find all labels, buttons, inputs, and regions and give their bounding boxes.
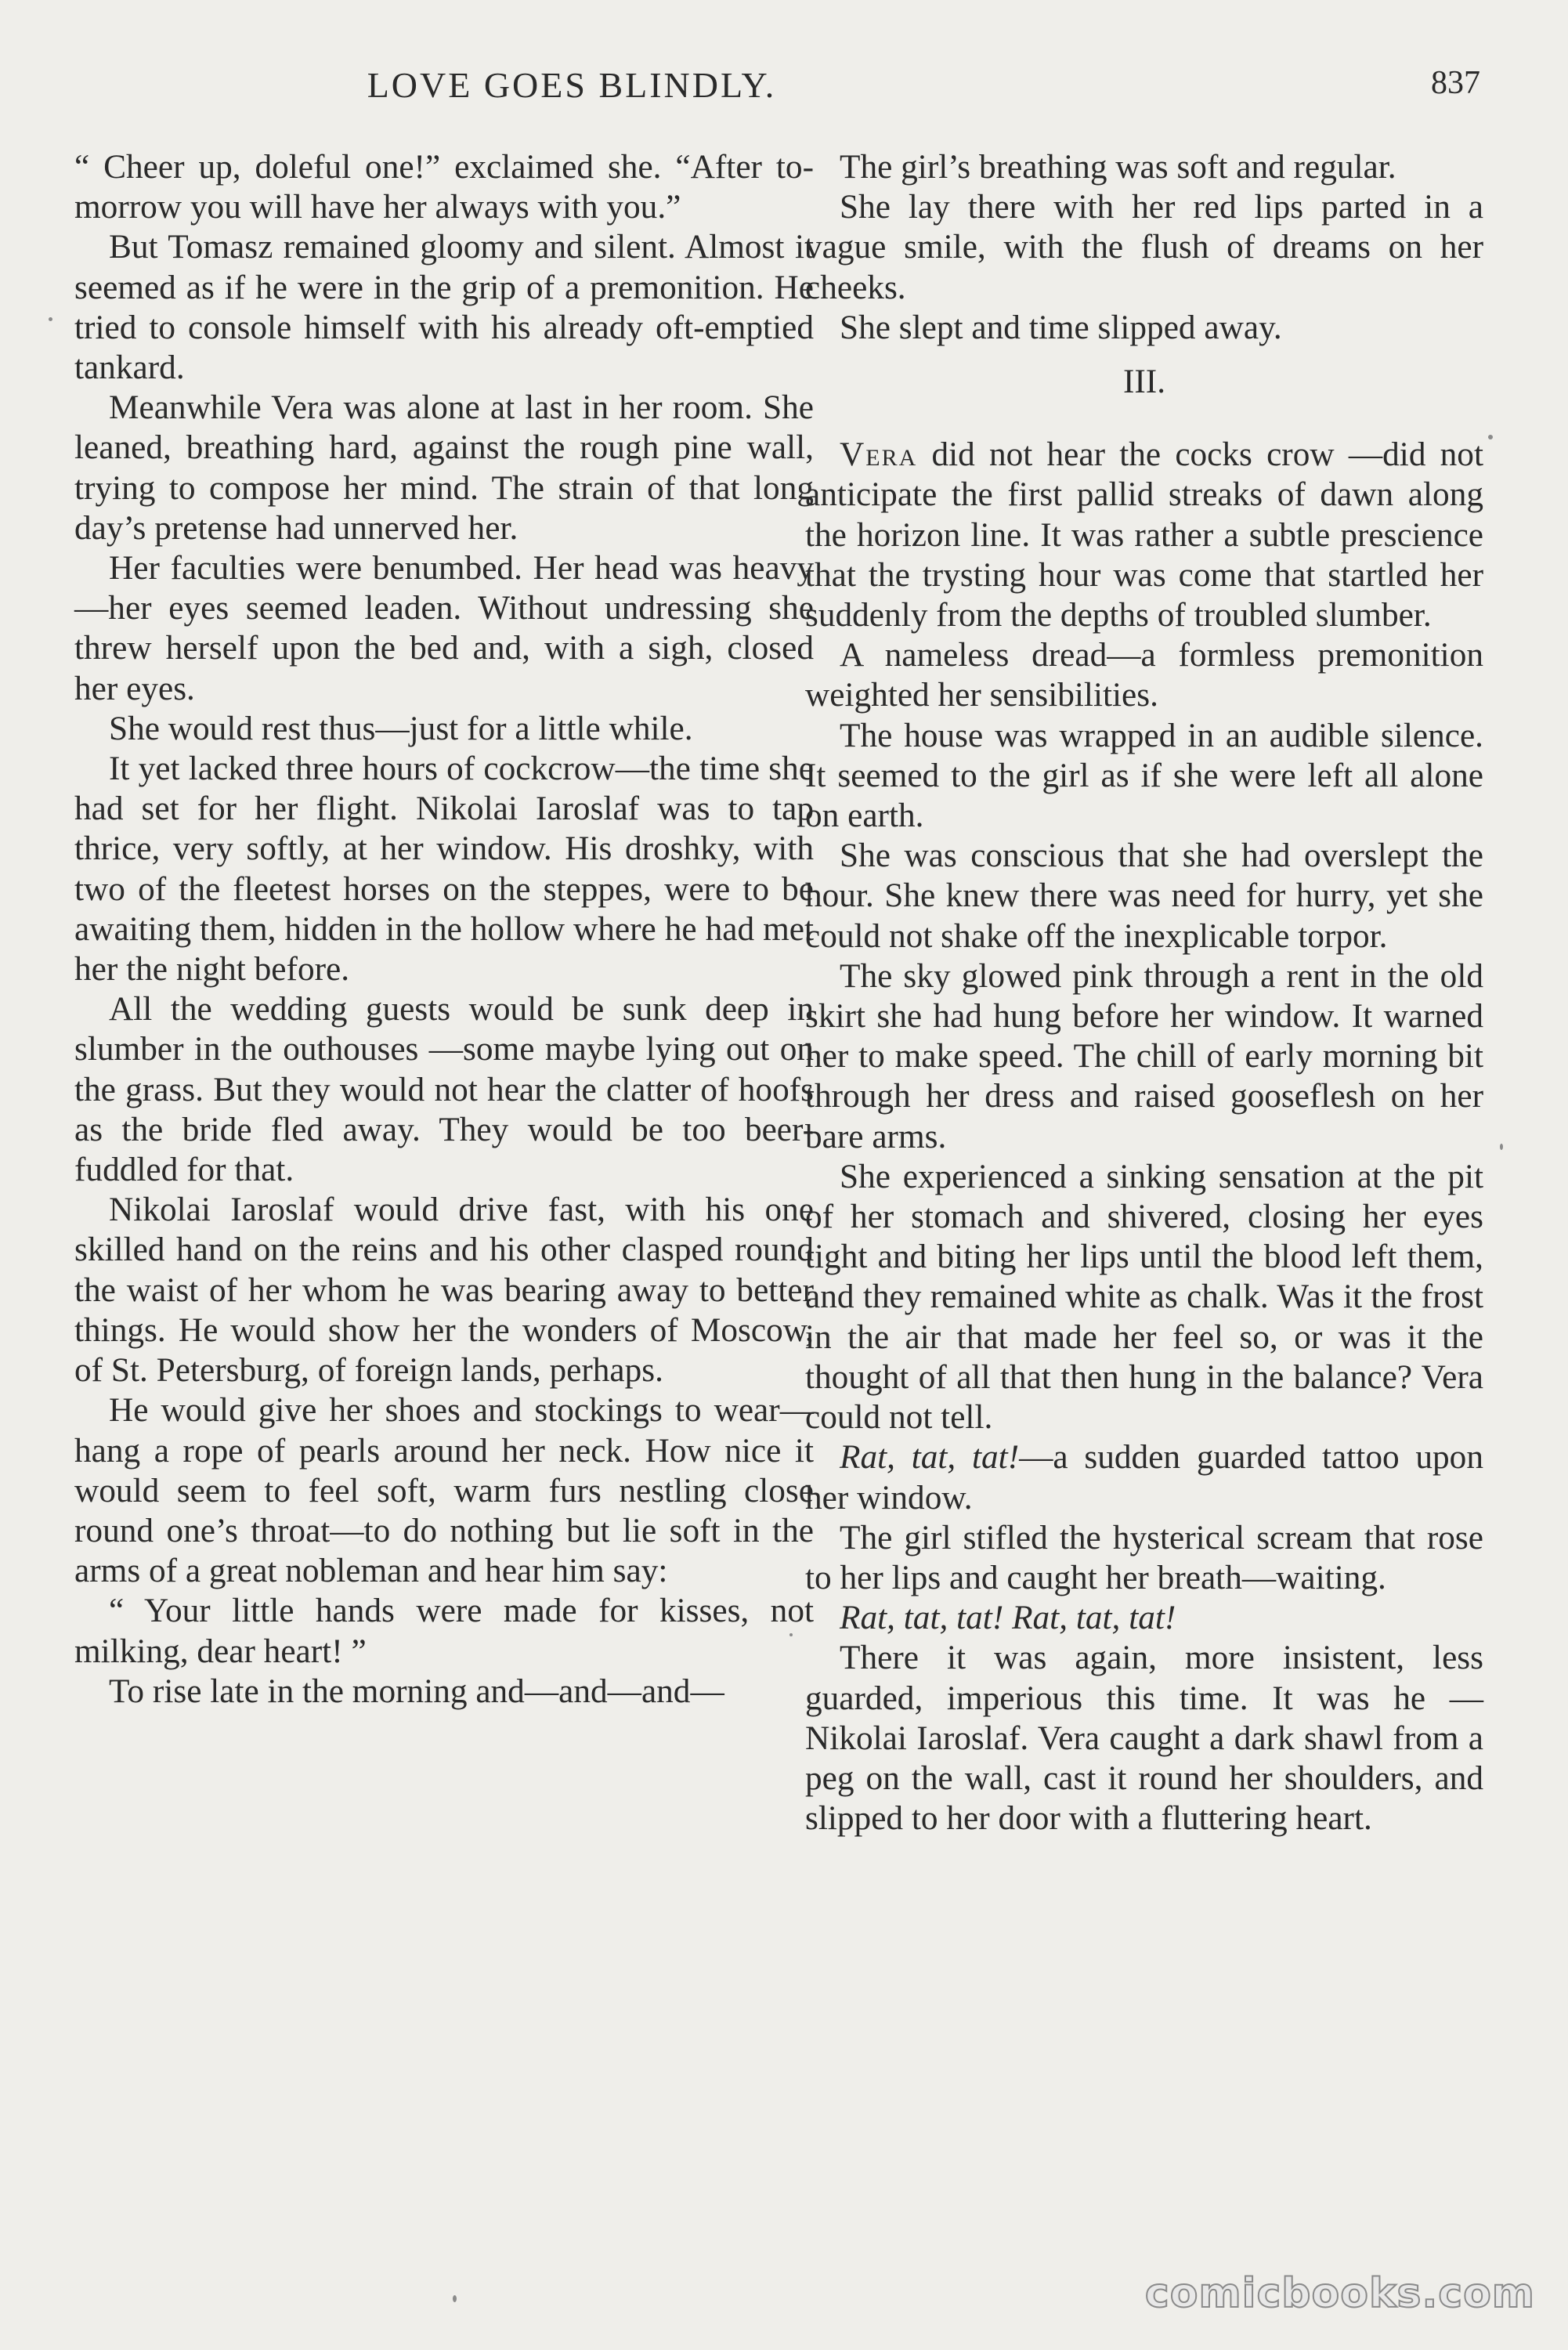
paragraph: She was conscious that she had overslept the hour. She knew there was need for hurry, yet she could not shake off the inexplicable torpor. — [805, 837, 1483, 955]
watermark-logo: comicbooks.com — [1144, 2270, 1535, 2317]
paragraph-text: —a sudden guarded tattoo upon her window. — [805, 1438, 1483, 1517]
section-opening-paragraph — [805, 435, 1483, 635]
knock-repeat: Rat, tat, tat! Rat, tat, tat! — [840, 1599, 1176, 1637]
paragraph: She experienced a sinking sensation at the pit of her stomach and shivered, closing her eyes tight and biting her lips until the blood left them, and they remained white as chalk. Was it the frost in the air that made her feel so, or was it the thought of all that then hung in the balance? Vera could not tell. — [805, 1157, 1483, 1437]
drop-word: Vera — [840, 436, 918, 474]
paragraph: The girl stifled the hysterical scream that rose to her lips and caught her breath—waiting. — [805, 1518, 1483, 1596]
paragraph: She would rest thus—just for a little while. — [109, 709, 693, 747]
paragraph: “ Cheer up, doleful one!” exclaimed she. “After to-morrow you will have her always with you.” — [74, 148, 814, 226]
left-column — [74, 147, 814, 1712]
running-title: LOVE GOES BLINDLY. — [367, 65, 777, 105]
paragraph-text: did not hear the cocks crow —did not anticipate the first pallid streaks of dawn along the horizon line. It was rather a subtle prescience that the trysting hour was come that startled her suddenly from the depths of troubled slumber. — [805, 436, 1483, 634]
knock-paragraph — [805, 1437, 1483, 1517]
paragraph: But Tomasz remained gloomy and silent. Almost it seemed as if he were in the grip of a premonition. He tried to console himself with his already oft-emptied tankard. — [74, 228, 814, 387]
knock-text: Rat, tat, tat! — [840, 1438, 1020, 1477]
paragraph: All the wedding guests would be sunk deep in slumber in the outhouses —some maybe lying out on the grass. But they would not hear the clatter of hoofs as the bride fled away. They would be too beer-fuddled for that. — [74, 990, 814, 1189]
page-header — [0, 64, 1568, 119]
right-column — [805, 147, 1483, 1838]
page-number: 837 — [1431, 65, 1480, 101]
print-speck — [1500, 1144, 1503, 1150]
paragraph: It yet lacked three hours of cockcrow—the time she had set for her flight. Nikolai Iaroslaf was to tap thrice, very softly, at her window. His droshky, with two of the fleetest horses on the steppes, were to be awaiting them, hidden in the hollow where he had met her the night before. — [74, 750, 814, 989]
print-speck — [1488, 435, 1493, 439]
paragraph: Meanwhile Vera was alone at last in her room. She leaned, breathing hard, against the rough pine wall, trying to compose her mind. The strain of that long day’s pretense had unnerved her. — [74, 389, 814, 547]
paragraph: Nikolai Iaroslaf would drive fast, with his one skilled hand on the reins and his other clasped round the waist of her whom he was bearing away to better things. He would show her the wonders of Moscow, of St. Petersburg, of foreign lands, perhaps. — [74, 1191, 814, 1390]
paragraph: To rise late in the morning and—and—and— — [109, 1672, 724, 1710]
paragraph: “ Your little hands were made for kisses, not milking, dear heart! ” — [74, 1592, 814, 1670]
print-speck — [453, 2295, 457, 2302]
paragraph: The sky glowed pink through a rent in the old skirt she had hung before her window. It warned her to make speed. The chill of early morning bit through her dress and raised gooseflesh on her bare arms. — [805, 956, 1483, 1155]
section-heading: III. — [1122, 363, 1166, 401]
print-speck — [789, 1633, 793, 1636]
paragraph: There it was again, more insistent, less guarded, imperious this time. It was he — Nikolai Iaroslaf. Vera caught a dark shawl from a peg on the wall, cast it round her shoulders, and slipped to her door with a fluttering heart. — [805, 1639, 1483, 1838]
paragraph: She slept and time slipped away. — [840, 308, 1282, 346]
paragraph: The house was wrapped in an audible silence. It seemed to the girl as if she were left all alone on earth. — [805, 716, 1483, 835]
print-speck — [49, 317, 52, 321]
paragraph: The girl’s breathing was soft and regular. — [840, 148, 1396, 186]
paragraph: A nameless dread—a formless premonition weighted her sensibilities. — [805, 636, 1483, 714]
paragraph: She lay there with her red lips parted in a vague smile, with the flush of dreams on her cheeks. — [805, 188, 1483, 306]
paragraph: He would give her shoes and stockings to wear—hang a rope of pearls around her neck. How nice it would seem to feel soft, warm furs nestling close round one’s throat—to do nothing but lie soft in the arms of a great nobleman and hear him say: — [74, 1391, 814, 1590]
paragraph: Her faculties were benumbed. Her head was heavy—her eyes seemed leaden. Without undressing she threw herself upon the bed and, with a sigh, closed her eyes. — [74, 549, 814, 707]
